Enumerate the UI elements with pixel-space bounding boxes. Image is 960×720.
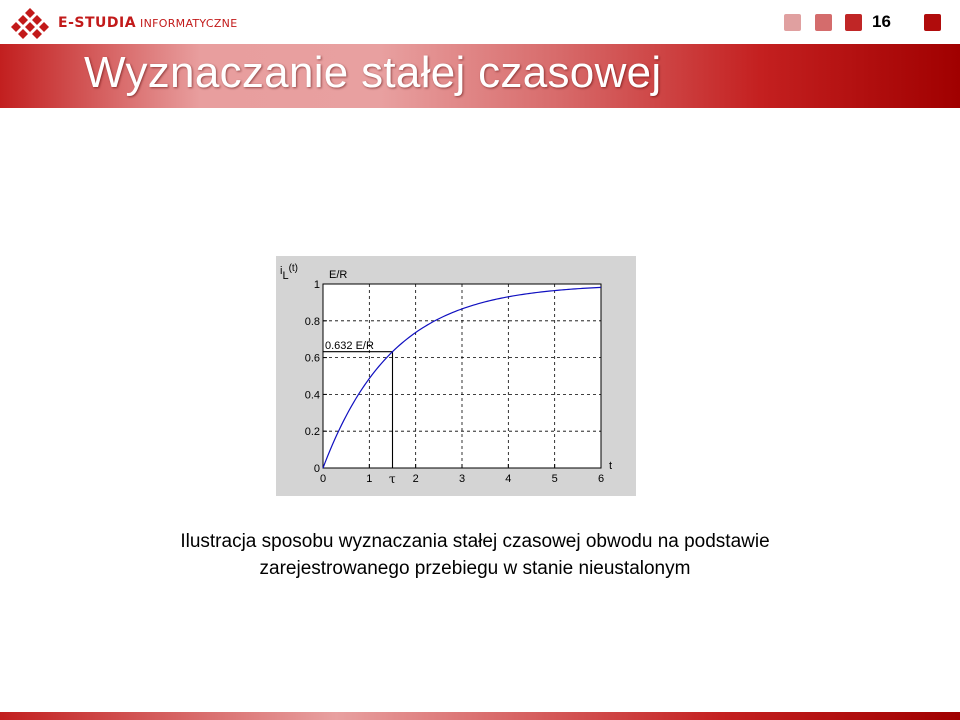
brand-name: E-STUDIA INFORMATYCZNE bbox=[58, 15, 238, 31]
brand-subtitle: INFORMATYCZNE bbox=[140, 17, 238, 30]
y-tick-label: 0.6 bbox=[304, 352, 320, 365]
y-tick-label: 0.8 bbox=[304, 315, 320, 328]
nav-square-2[interactable] bbox=[815, 14, 832, 31]
nav-square-3[interactable] bbox=[845, 14, 862, 31]
x-tick-label: 3 bbox=[458, 473, 466, 485]
y-axis-label: iL(t) bbox=[280, 263, 299, 282]
x-tick-label: 5 bbox=[551, 473, 558, 485]
x-tick-label: 2 bbox=[412, 473, 419, 485]
slide-title: Wyznaczanie stałej czasowej bbox=[84, 48, 662, 97]
x-tick-label: 0 bbox=[319, 473, 327, 485]
chart-svg bbox=[276, 256, 636, 496]
caption-line-2: zarejestrowanego przebiegu w stanie nieustalonym bbox=[259, 558, 691, 579]
point-label: 0.632 E/R bbox=[325, 340, 374, 352]
asymptote-label: E/R bbox=[329, 269, 348, 281]
logo[interactable] bbox=[10, 6, 237, 40]
x-tick-label: 6 bbox=[597, 473, 605, 485]
x-tick-label: 4 bbox=[505, 473, 512, 485]
caption-line-1: Ilustracja sposobu wyznaczania stałej czasowej obwodu na podstawie bbox=[180, 531, 770, 552]
y-tick-label: 1 bbox=[313, 279, 320, 291]
chart bbox=[276, 256, 636, 496]
nav-square-4[interactable] bbox=[924, 14, 941, 31]
footer-line bbox=[0, 712, 960, 720]
diamond-grid-logo-icon bbox=[10, 6, 50, 40]
tau-label: τ bbox=[389, 472, 396, 486]
page-number: 16 bbox=[872, 12, 891, 31]
y-tick-label: 0.2 bbox=[304, 426, 320, 439]
y-tick-label: 0.4 bbox=[304, 389, 320, 402]
slide-caption bbox=[60, 528, 890, 582]
y-tick-label: 0 bbox=[313, 463, 320, 475]
x-tick-label: 1 bbox=[366, 473, 373, 485]
nav-square-1[interactable] bbox=[784, 14, 801, 31]
x-axis-label: t bbox=[609, 460, 613, 472]
